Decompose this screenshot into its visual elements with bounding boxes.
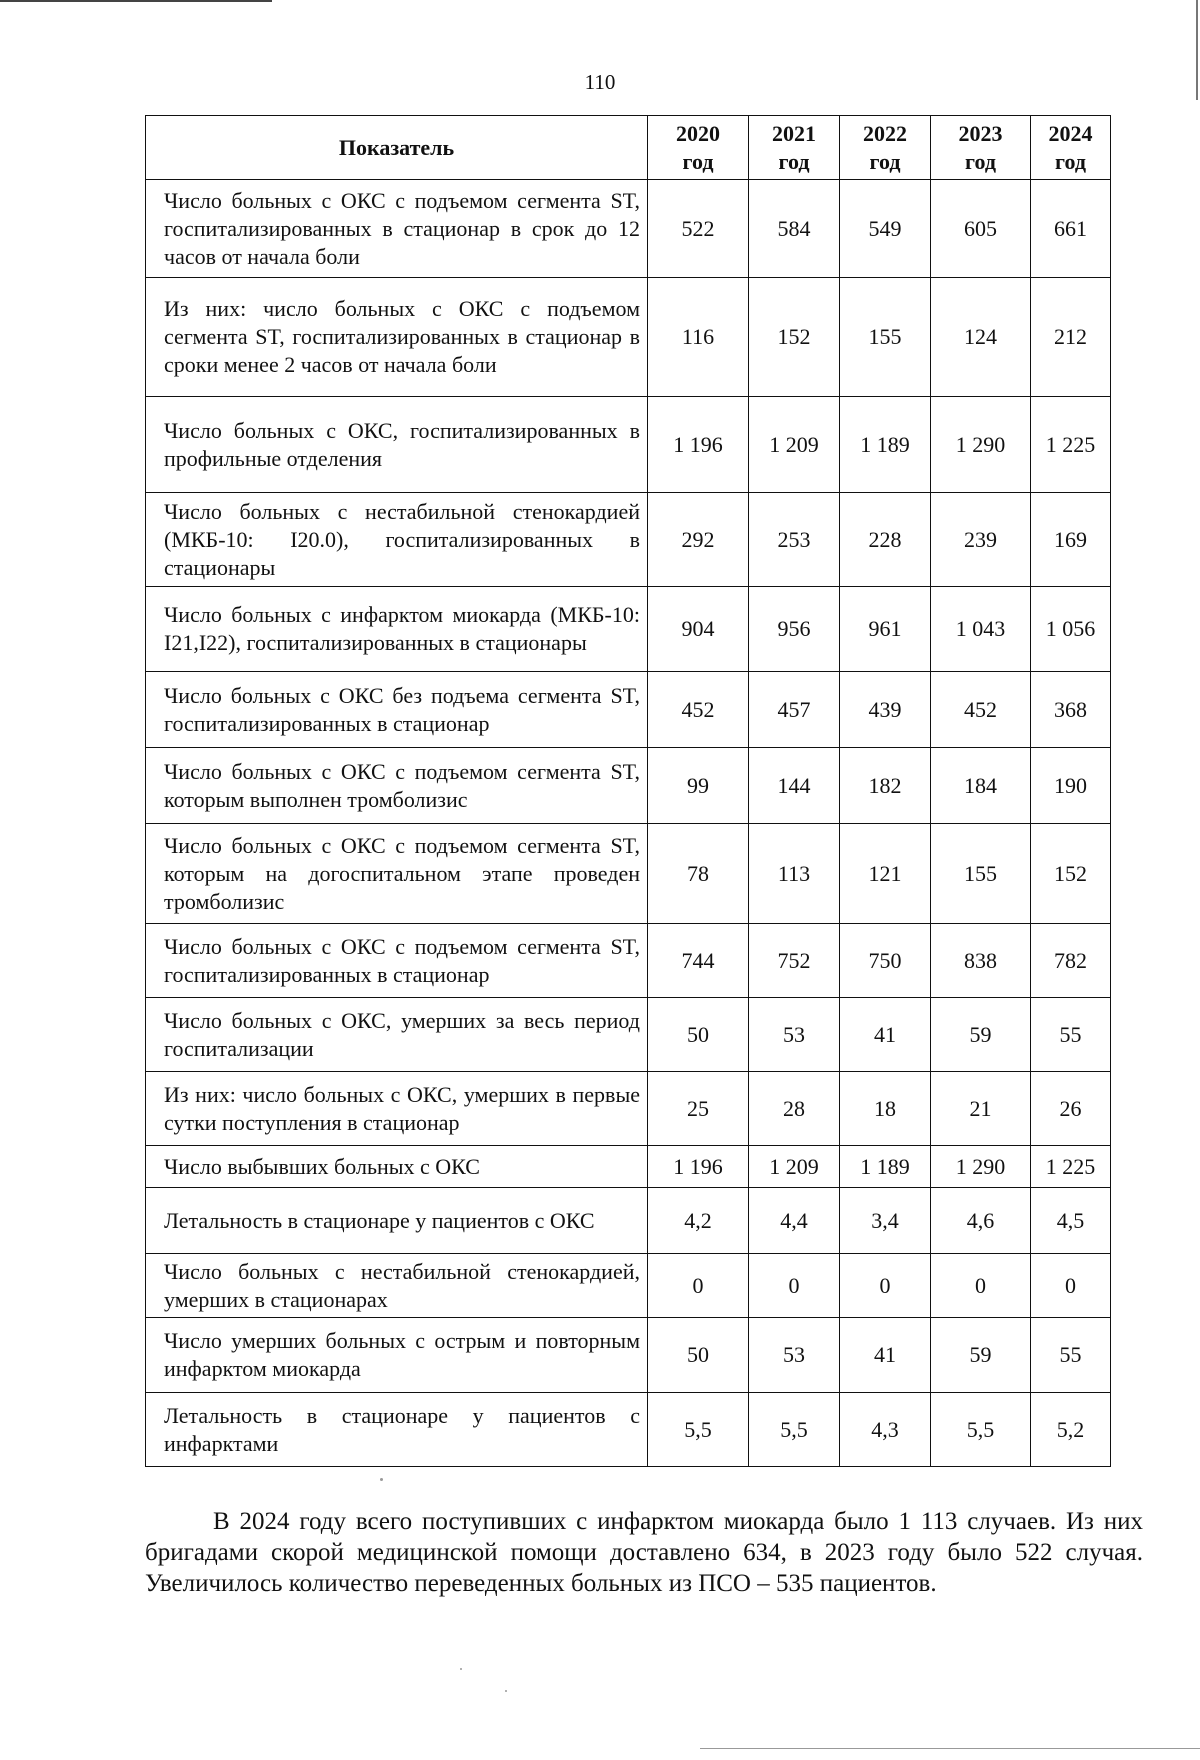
value-cell: 212	[1031, 278, 1111, 397]
value-cell: 904	[648, 587, 749, 672]
scan-speck	[380, 1478, 383, 1481]
indicator-label: Число больных с ОКС, умерших за весь период госпитализации	[146, 998, 648, 1072]
value-cell: 228	[840, 493, 931, 587]
value-cell: 78	[648, 824, 749, 924]
value-cell: 5,2	[1031, 1393, 1111, 1467]
value-cell: 155	[840, 278, 931, 397]
value-cell: 1 189	[840, 397, 931, 493]
indicator-label: Число больных с ОКС с подъемом сегмента ST, которым на догоспитальном этапе проведен тромболизис	[146, 824, 648, 924]
value-cell: 782	[1031, 924, 1111, 998]
value-cell: 1 290	[931, 397, 1031, 493]
value-cell: 0	[931, 1254, 1031, 1318]
scan-speck	[460, 1668, 462, 1670]
table-row	[146, 924, 1111, 998]
year-word: год	[869, 148, 901, 174]
value-cell: 4,2	[648, 1188, 749, 1254]
indicator-label: Число больных с ОКС с подъемом сегмента ST, которым выполнен тромболизис	[146, 748, 648, 824]
value-cell: 292	[648, 493, 749, 587]
value-cell: 956	[749, 587, 840, 672]
value-cell: 838	[931, 924, 1031, 998]
value-cell: 4,4	[749, 1188, 840, 1254]
year-number: 2022	[863, 120, 907, 146]
scan-speck	[505, 1690, 507, 1692]
indicator-label: Летальность в стационаре у пациентов с ОКС	[146, 1188, 648, 1254]
value-cell: 26	[1031, 1072, 1111, 1146]
table-row	[146, 180, 1111, 278]
value-cell: 584	[749, 180, 840, 278]
table-row	[146, 587, 1111, 672]
column-header-year	[749, 116, 840, 180]
table-row	[146, 1254, 1111, 1318]
value-cell: 605	[931, 180, 1031, 278]
year-number: 2023	[958, 120, 1003, 146]
value-cell: 4,5	[1031, 1188, 1111, 1254]
value-cell: 239	[931, 493, 1031, 587]
summary-paragraph: В 2024 году всего поступивших с инфарктом миокарда было 1 113 случаев. Из них бригадами скорой медицинской помощи доставлено 634, в 2023 году было 522 случая. Увеличилось количество переведенных больных из ПСО – 535 пациентов.	[145, 1508, 1143, 1597]
value-cell: 0	[749, 1254, 840, 1318]
value-cell: 25	[648, 1072, 749, 1146]
indicator-label: Число больных с инфарктом миокарда (МКБ-10: I21,I22), госпитализированных в стационары	[146, 587, 648, 672]
value-cell: 961	[840, 587, 931, 672]
indicator-label: Число больных с ОКС без подъема сегмента ST, госпитализированных в стационар	[146, 672, 648, 748]
value-cell: 750	[840, 924, 931, 998]
year-number: 2024	[1048, 120, 1093, 146]
table-row	[146, 1318, 1111, 1393]
year-word: год	[965, 148, 996, 174]
value-cell: 0	[1031, 1254, 1111, 1318]
value-cell: 452	[931, 672, 1031, 748]
value-cell: 5,5	[931, 1393, 1031, 1467]
value-cell: 5,5	[749, 1393, 840, 1467]
value-cell: 50	[648, 998, 749, 1072]
year-word: год	[1055, 148, 1086, 174]
value-cell: 744	[648, 924, 749, 998]
value-cell: 1 196	[648, 1146, 749, 1188]
value-cell: 59	[931, 998, 1031, 1072]
value-cell: 116	[648, 278, 749, 397]
value-cell: 253	[749, 493, 840, 587]
indicator-label: Число выбывших больных с ОКС	[146, 1146, 648, 1188]
table-row	[146, 672, 1111, 748]
value-cell: 182	[840, 748, 931, 824]
indicator-label: Число больных с нестабильной стенокардией, умерших в стационарах	[146, 1254, 648, 1318]
table-row	[146, 278, 1111, 397]
value-cell: 752	[749, 924, 840, 998]
value-cell: 1 043	[931, 587, 1031, 672]
column-header-year	[931, 116, 1031, 180]
value-cell: 1 225	[1031, 397, 1111, 493]
value-cell: 18	[840, 1072, 931, 1146]
value-cell: 1 196	[648, 397, 749, 493]
value-cell: 661	[1031, 180, 1111, 278]
value-cell: 549	[840, 180, 931, 278]
value-cell: 1 290	[931, 1146, 1031, 1188]
year-number: 2020	[676, 120, 720, 146]
value-cell: 113	[749, 824, 840, 924]
value-cell: 121	[840, 824, 931, 924]
indicator-label: Число умерших больных с острым и повторным инфарктом миокарда	[146, 1318, 648, 1393]
indicator-label: Число больных с нестабильной стенокардией (МКБ-10: I20.0), госпитализированных в стационары	[146, 493, 648, 587]
scan-edge-line-bottom	[700, 1748, 1200, 1749]
page-number: 110	[584, 70, 616, 94]
value-cell: 1 225	[1031, 1146, 1111, 1188]
indicator-label: Число больных с ОКС с подъемом сегмента ST, госпитализированных в стационар	[146, 924, 648, 998]
indicators-table	[145, 115, 1111, 1467]
indicator-label: Число больных с ОКС, госпитализированных в профильные отделения	[146, 397, 648, 493]
value-cell: 1 189	[840, 1146, 931, 1188]
value-cell: 368	[1031, 672, 1111, 748]
value-cell: 124	[931, 278, 1031, 397]
column-header-year	[1031, 116, 1111, 180]
value-cell: 99	[648, 748, 749, 824]
year-number: 2021	[772, 120, 816, 146]
value-cell: 152	[1031, 824, 1111, 924]
indicator-label: Летальность в стационаре у пациентов с инфарктами	[146, 1393, 648, 1467]
value-cell: 0	[840, 1254, 931, 1318]
value-cell: 1 209	[749, 397, 840, 493]
value-cell: 0	[648, 1254, 749, 1318]
table-row	[146, 1188, 1111, 1254]
column-header-year	[840, 116, 931, 180]
value-cell: 53	[749, 1318, 840, 1393]
year-word: год	[682, 148, 714, 174]
table-row	[146, 397, 1111, 493]
column-header-year	[648, 116, 749, 180]
scan-edge-line-top	[0, 0, 272, 2]
table-row	[146, 493, 1111, 587]
value-cell: 41	[840, 998, 931, 1072]
indicator-label: Число больных с ОКС с подъемом сегмента ST, госпитализированных в стационар в срок до 12 часов от начала боли	[146, 180, 648, 278]
value-cell: 1 056	[1031, 587, 1111, 672]
value-cell: 184	[931, 748, 1031, 824]
value-cell: 190	[1031, 748, 1111, 824]
value-cell: 144	[749, 748, 840, 824]
value-cell: 4,3	[840, 1393, 931, 1467]
value-cell: 169	[1031, 493, 1111, 587]
value-cell: 152	[749, 278, 840, 397]
table-row	[146, 1393, 1111, 1467]
value-cell: 50	[648, 1318, 749, 1393]
value-cell: 41	[840, 1318, 931, 1393]
value-cell: 522	[648, 180, 749, 278]
value-cell: 439	[840, 672, 931, 748]
value-cell: 5,5	[648, 1393, 749, 1467]
year-word: год	[778, 148, 810, 174]
value-cell: 59	[931, 1318, 1031, 1393]
value-cell: 1 209	[749, 1146, 840, 1188]
table-row	[146, 748, 1111, 824]
value-cell: 55	[1031, 1318, 1111, 1393]
value-cell: 21	[931, 1072, 1031, 1146]
table-row	[146, 1072, 1111, 1146]
value-cell: 3,4	[840, 1188, 931, 1254]
value-cell: 155	[931, 824, 1031, 924]
table-row	[146, 824, 1111, 924]
column-header-indicator: Показатель	[146, 116, 648, 180]
table-row	[146, 998, 1111, 1072]
value-cell: 452	[648, 672, 749, 748]
table-header-row	[146, 116, 1111, 180]
indicator-label: Из них: число больных с ОКС, умерших в первые сутки поступления в стационар	[146, 1072, 648, 1146]
value-cell: 457	[749, 672, 840, 748]
indicator-label: Из них: число больных с ОКС с подъемом сегмента ST, госпитализированных в стационар в сроки менее 2 часов от начала боли	[146, 278, 648, 397]
table-row	[146, 1146, 1111, 1188]
value-cell: 4,6	[931, 1188, 1031, 1254]
value-cell: 55	[1031, 998, 1111, 1072]
value-cell: 28	[749, 1072, 840, 1146]
value-cell: 53	[749, 998, 840, 1072]
